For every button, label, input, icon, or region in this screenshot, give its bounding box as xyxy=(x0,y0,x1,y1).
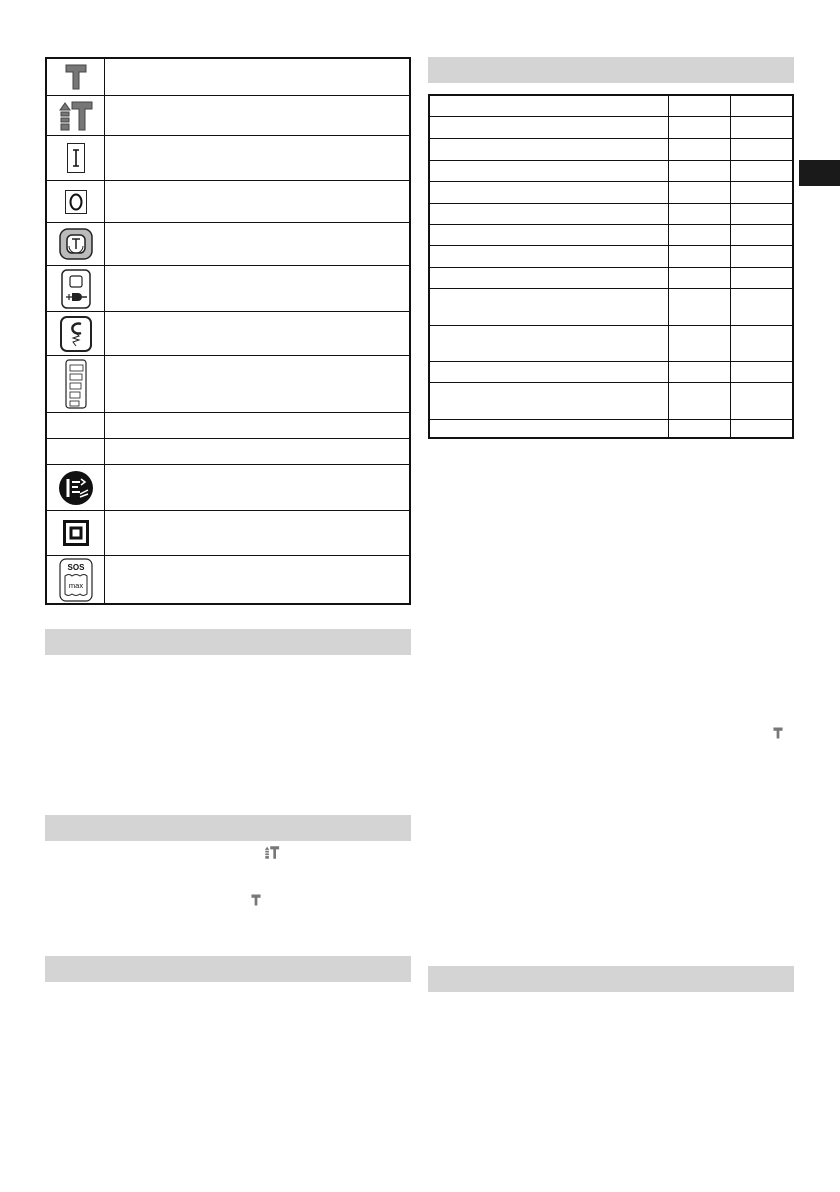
table-row xyxy=(430,116,792,138)
rotation-stop-icon xyxy=(47,312,105,355)
spec-table xyxy=(428,94,794,439)
table-row xyxy=(430,224,792,245)
section-header xyxy=(45,956,411,982)
symbol-table xyxy=(45,57,411,605)
table-row xyxy=(430,382,792,419)
disconnect-plug-icon xyxy=(47,465,105,510)
table-row xyxy=(430,138,792,160)
table-row xyxy=(430,267,792,288)
table-row xyxy=(430,288,792,325)
symbol-row xyxy=(47,412,409,438)
symbol-row xyxy=(47,180,409,222)
sds-icon-top-text: SOS xyxy=(67,562,84,572)
sds-max-icon xyxy=(47,556,105,603)
hammer-icon xyxy=(47,59,105,95)
table-row xyxy=(430,96,792,116)
symbol-row xyxy=(47,438,409,464)
speed-levels-icon xyxy=(47,356,105,412)
symbol-row xyxy=(47,95,409,135)
hammer-icon xyxy=(773,727,783,739)
off-switch-icon xyxy=(47,181,105,222)
hammer-with-bit-icon xyxy=(47,96,105,135)
symbol-row xyxy=(47,555,409,603)
hammer-icon xyxy=(251,894,261,906)
table-row xyxy=(430,160,792,181)
section-header xyxy=(428,57,794,83)
section-header xyxy=(45,815,411,841)
table-row xyxy=(430,181,792,203)
symbol-row xyxy=(47,510,409,555)
section-header xyxy=(45,629,411,655)
empty-symbol-cell xyxy=(47,413,105,438)
table-row xyxy=(430,245,792,267)
language-tab xyxy=(799,160,840,186)
section-header xyxy=(428,966,794,992)
on-switch-icon xyxy=(47,136,105,180)
symbol-row xyxy=(47,464,409,510)
table-row xyxy=(430,361,792,382)
table-row xyxy=(430,419,792,437)
symbol-row xyxy=(47,222,409,265)
safety-clutch-icon xyxy=(47,223,105,265)
symbol-row xyxy=(47,59,409,95)
table-row xyxy=(430,325,792,361)
symbol-row xyxy=(47,265,409,311)
symbol-row xyxy=(47,355,409,412)
unplug-before-work-icon xyxy=(47,266,105,311)
symbol-row xyxy=(47,135,409,180)
protection-class-ii-icon xyxy=(47,511,105,555)
table-row xyxy=(430,203,792,224)
hammer-with-bit-icon xyxy=(264,845,280,860)
sds-icon-bottom-text: max xyxy=(68,580,83,590)
symbol-row xyxy=(47,311,409,355)
empty-symbol-cell xyxy=(47,439,105,464)
